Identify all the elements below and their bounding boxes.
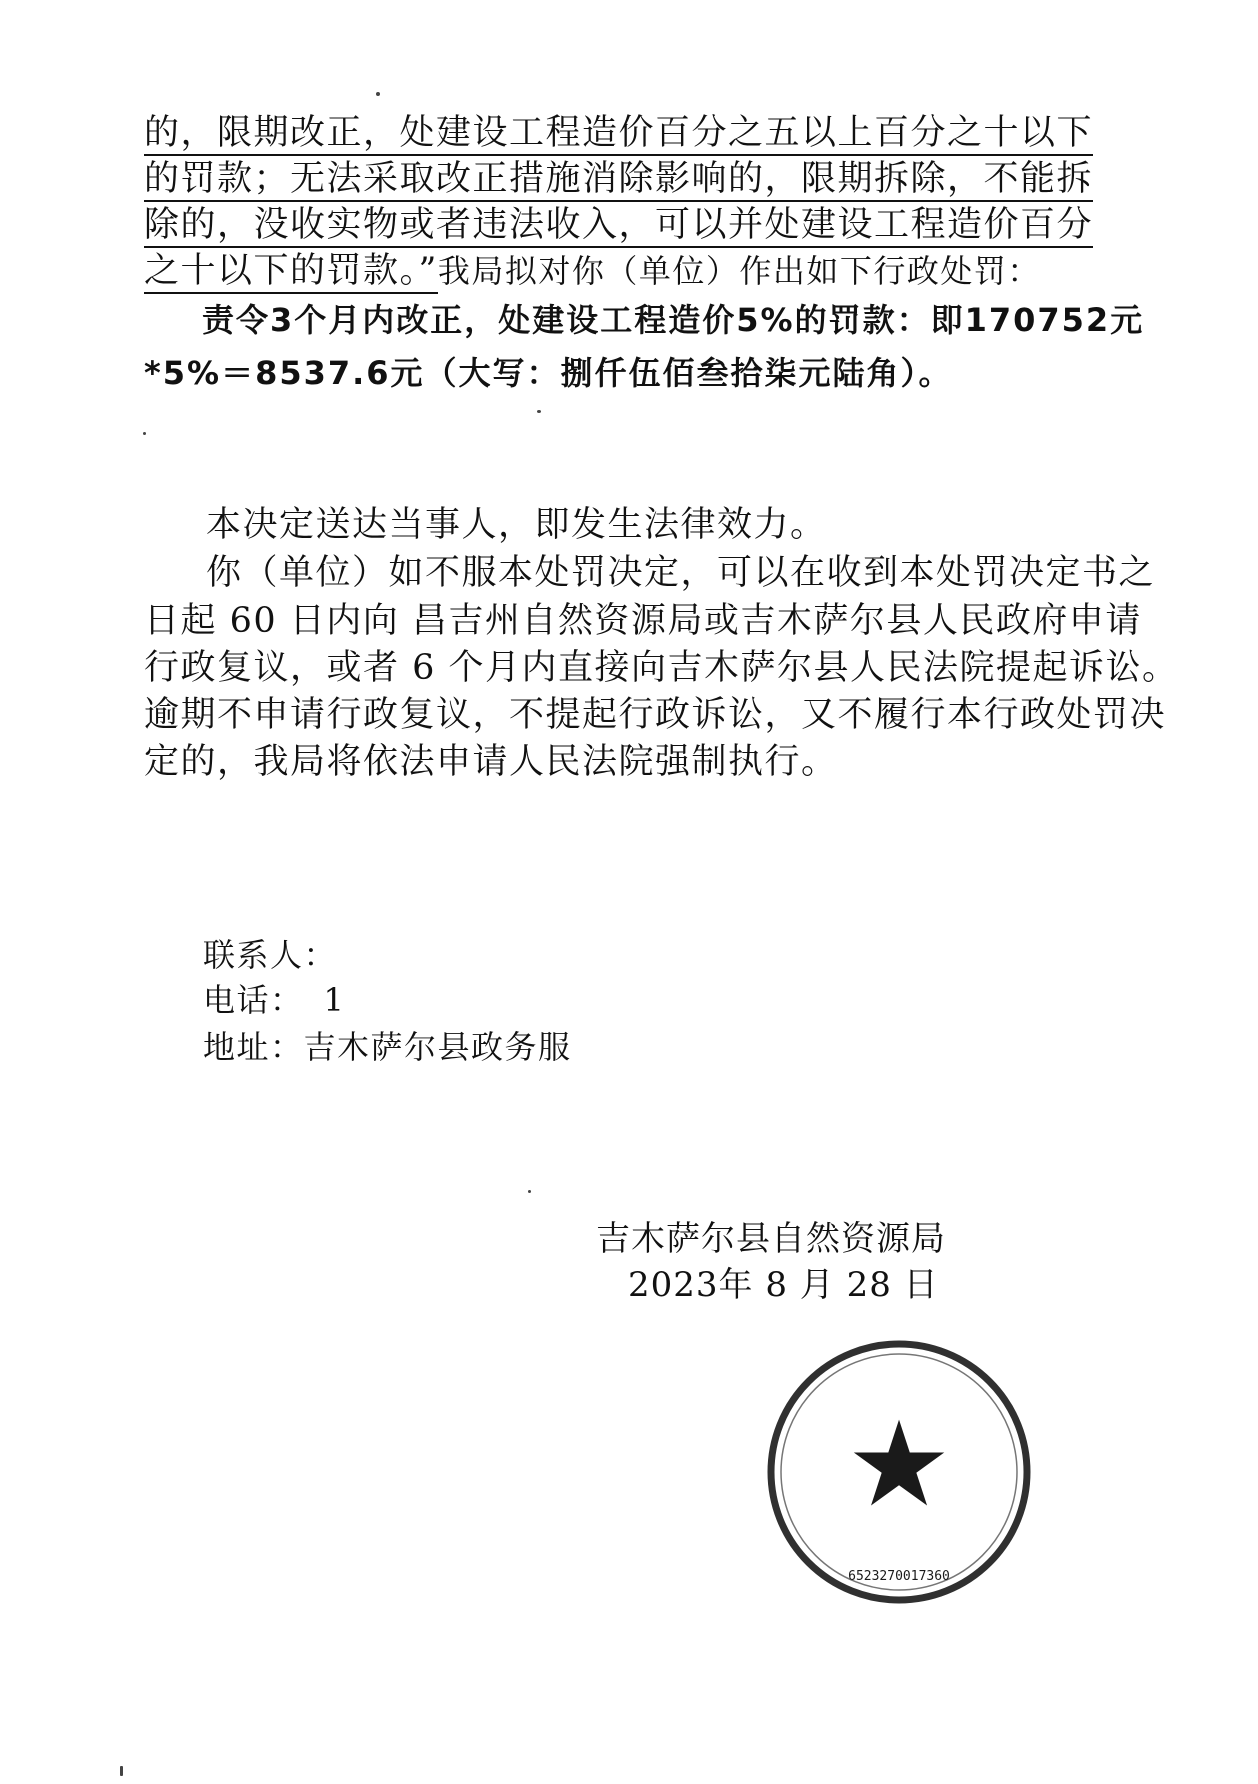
contact-person-label: 联系人： [203,936,338,974]
phone-value: 1 [323,981,346,1019]
appeal-line-2: 日起 60 日内向 昌吉州自然资源局或吉木萨尔县人民政府申请 [144,601,1142,641]
statute-line-4 [144,246,1041,296]
address-value: 吉木萨尔县政务服 [303,1028,572,1066]
statute-line-1: 的，限期改正，处建设工程造价百分之五以上百分之十以下 [144,108,1093,158]
decision-line-2: *5%＝8537.6元（大写：捌仟伍佰叁拾柒元陆角）。 [144,354,953,392]
statute-line-2: 的罚款；无法采取改正措施消除影响的，限期拆除，不能拆 [144,154,1093,204]
statute-quote-end: 之十以下的罚款。” [144,251,438,294]
paper-speck [537,410,541,413]
statute-line-3: 除的，没收实物或者违法收入，可以并处建设工程造价百分 [144,200,1093,250]
paper-speck [376,92,380,96]
proposal-text: 我局拟对你（单位）作出如下行政处罚： [437,252,1041,290]
paper-speck [143,432,146,435]
seal-serial: 6523270017360 [848,1569,950,1584]
address-label: 地址： [203,1028,304,1066]
paper-speck [528,1190,531,1193]
appeal-line-3: 行政复议，或者 6 个月内直接向吉木萨尔县人民法院提起诉讼。 [144,648,1179,688]
phone-label: 电话： [203,981,304,1019]
decision-line-1: 责令3个月内改正，处建设工程造价5%的罚款：即170752元 [202,301,1145,339]
contact-address [203,1022,572,1072]
paper-speck [120,1766,123,1776]
official-seal [760,1333,1038,1611]
contact-phone [203,975,345,1025]
issuing-agency: 吉木萨尔县自然资源局 [596,1219,946,1259]
effective-statement: 本决定送达当事人，即发生法律效力。 [206,505,827,545]
appeal-line-1: 你（单位）如不服本处罚决定，可以在收到本处罚决定书之 [206,553,1156,593]
issue-date: 2023年 8 月 28 日 [628,1265,939,1305]
seal-star: ★ [846,1395,952,1533]
appeal-line-5: 定的，我局将依法申请人民法院强制执行。 [144,742,838,782]
appeal-line-4: 逾期不申请行政复议，不提起行政诉讼，又不履行本行政处罚决 [144,695,1167,735]
